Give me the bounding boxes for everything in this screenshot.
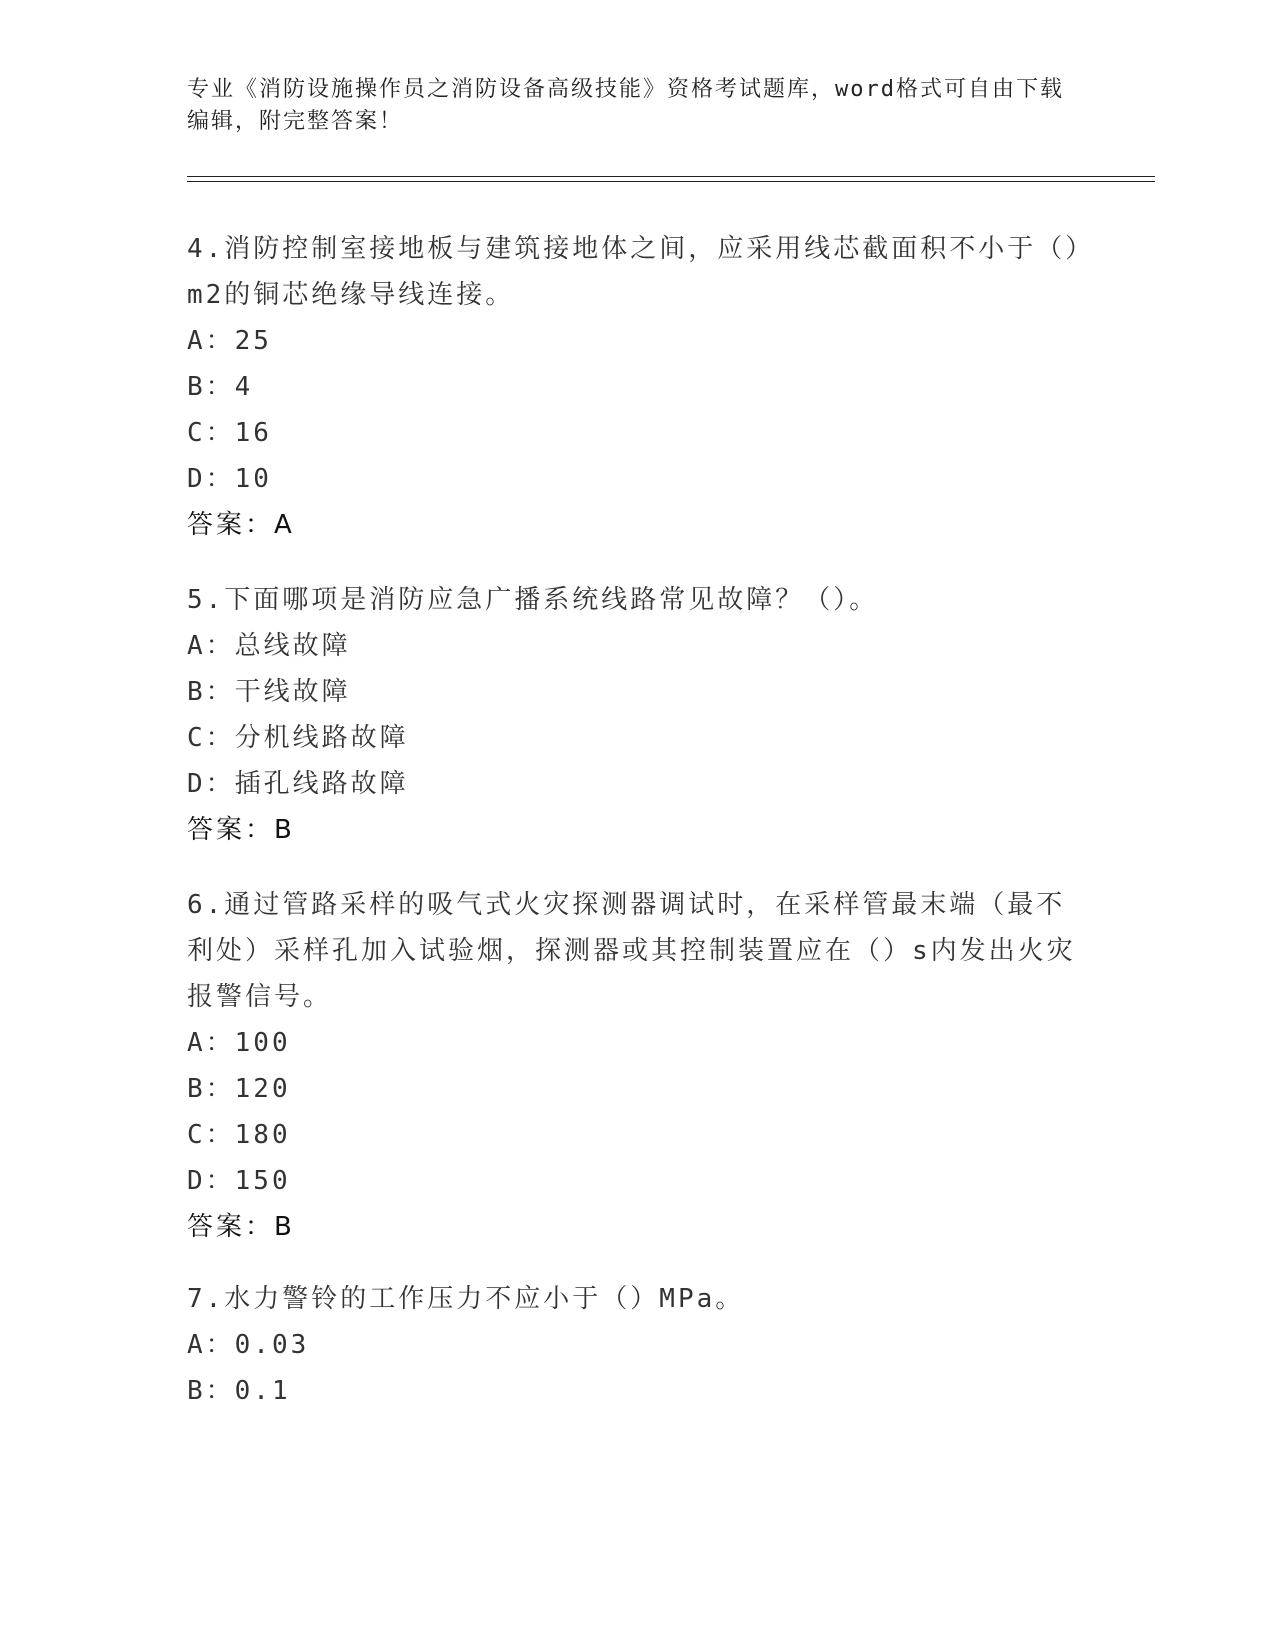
option-b: B：4 <box>187 372 254 402</box>
answer-value: A <box>274 510 295 540</box>
option-b: B：0.1 <box>187 1376 291 1406</box>
question-stem: 6.通过管路采样的吸气式火灾探测器调试时，在采样管最末端（最不利处）采样孔加入试验烟，探测器或其控制装置应在（）s内发出火灾报警信号。 <box>187 890 1076 1012</box>
answer-label: 答案： <box>187 815 275 845</box>
option-b: B：120 <box>187 1074 291 1104</box>
option-c: C：180 <box>187 1120 291 1150</box>
question-5 <box>187 577 1087 853</box>
answer-line <box>187 502 1087 548</box>
header-divider-top <box>187 176 1155 177</box>
answer-value: B <box>274 1212 295 1242</box>
answer-line <box>187 1204 1087 1250</box>
option-b: B：干线故障 <box>187 677 351 707</box>
option-a: A：100 <box>187 1028 291 1058</box>
answer-line <box>187 807 1087 853</box>
question-7 <box>187 1276 1087 1414</box>
option-d: D：10 <box>187 464 272 494</box>
option-a: A：0.03 <box>187 1330 310 1360</box>
option-c: C：分机线路故障 <box>187 723 409 753</box>
answer-label: 答案： <box>187 510 275 540</box>
question-stem: 7.水力警铃的工作压力不应小于（）MPa。 <box>187 1284 745 1314</box>
option-a: A：25 <box>187 326 272 356</box>
option-c: C：16 <box>187 418 272 448</box>
question-4 <box>187 226 1087 548</box>
option-a: A：总线故障 <box>187 631 351 661</box>
question-stem: 5.下面哪项是消防应急广播系统线路常见故障？（）。 <box>187 585 879 615</box>
header-divider-bottom <box>187 181 1155 182</box>
document-header: 专业《消防设施操作员之消防设备高级技能》资格考试题库，word格式可自由下载编辑，附完整答案！ <box>187 77 1064 134</box>
answer-value: B <box>274 815 295 845</box>
option-d: D：插孔线路故障 <box>187 769 409 799</box>
question-stem: 4.消防控制室接地板与建筑接地体之间，应采用线芯截面积不小于（）m2的铜芯绝缘导线连接。 <box>187 234 1082 310</box>
answer-label: 答案： <box>187 1212 275 1242</box>
question-6 <box>187 882 1087 1250</box>
option-d: D：150 <box>187 1166 291 1196</box>
